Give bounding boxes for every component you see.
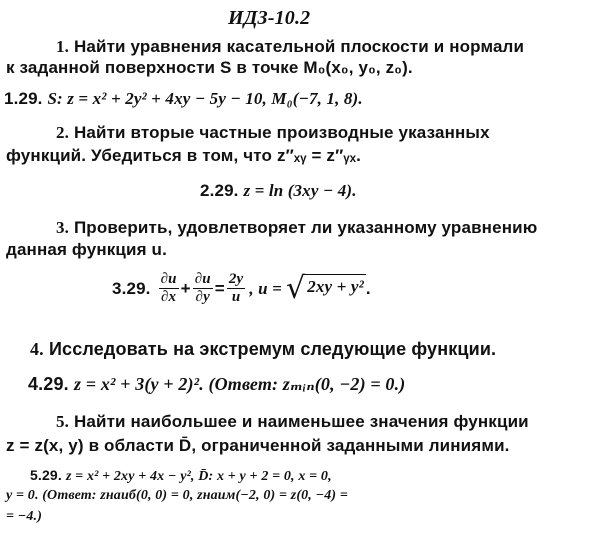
task-5-heading	[56, 413, 529, 430]
task-3-text-line-2: данная функция u.	[6, 240, 167, 259]
task-4-number: 4.	[30, 339, 44, 359]
problem-4	[28, 375, 405, 393]
fraction-numerator: 2y	[228, 271, 244, 287]
fraction-2y-u	[227, 272, 245, 305]
plus-sign: +	[180, 279, 191, 298]
problem-3	[112, 272, 371, 305]
problem-2-expression: z = ln (3xy − 4).	[243, 181, 357, 200]
problem-3-end: .	[365, 279, 371, 298]
task-1-number: 1.	[56, 37, 70, 56]
fraction-du-dx	[159, 272, 179, 305]
task-5-number: 5.	[56, 412, 70, 431]
fraction-numerator: ∂u	[160, 271, 177, 287]
problem-4-expression: z = x² + 3(y + 2)². (Ответ: zₘᵢₙ(0, −2) = 0.)	[73, 374, 406, 394]
equals-sign: =	[214, 279, 225, 298]
fraction-du-dy	[193, 272, 213, 305]
task-1-text-line-1: Найти уравнения касательной плоскости и нормали	[73, 37, 525, 56]
problem-5-number: 5.29.	[30, 467, 62, 483]
problem-3-number: 3.29.	[112, 279, 151, 298]
problem-2-number: 2.29.	[200, 181, 239, 200]
task-3-heading	[56, 219, 537, 236]
radicand: 2xy + y²	[305, 274, 366, 304]
task-2-text-line-2: функций. Убедиться в том, что z″ₓᵧ = z″ᵧₓ.	[6, 146, 361, 165]
task-2-number: 2.	[56, 123, 70, 142]
task-2-text-line-1: Найти вторые частные производные указанных	[73, 123, 490, 142]
problem-5-expression: z = x² + 2xy + 4x − y², D̄: x + y + 2 = 0, x = 0,	[65, 469, 332, 484]
fraction-denominator: ∂x	[160, 289, 177, 305]
problem-5-line-3: = −4.)	[6, 509, 43, 524]
fraction-denominator: u	[231, 289, 241, 305]
radical-sign-icon: √	[285, 270, 306, 306]
problem-1-number: 1.29.	[4, 89, 43, 108]
task-1-heading	[56, 38, 524, 55]
task-5-text-line-2: z = z(x, y) в области D̄, ограниченной заданными линиями.	[6, 436, 510, 455]
task-3-text-line-1: Проверить, удовлетворяет ли указанному уравнению	[73, 218, 538, 237]
task-3-number: 3.	[56, 218, 70, 237]
function-u-definition: , u =	[249, 279, 282, 298]
task-2-heading	[56, 124, 490, 141]
page-title: ИДЗ-10.2	[228, 7, 311, 29]
problem-4-number: 4.29.	[28, 374, 69, 394]
task-4-heading	[30, 340, 496, 358]
fraction-denominator: ∂y	[195, 289, 210, 305]
square-root	[285, 270, 366, 306]
problem-5-line-1	[30, 468, 332, 484]
fraction-numerator: ∂u	[194, 271, 211, 287]
problem-1	[4, 90, 363, 107]
task-4-text: Исследовать на экстремум следующие функции.	[48, 339, 497, 359]
task-1-text-line-2: к заданной поверхности S в точке M₀(x₀, y₀, z₀).	[6, 58, 413, 77]
task-5-text-line-1: Найти наибольшее и наименьшее значения функции	[73, 412, 529, 431]
problem-1-expression: S: z = x² + 2y² + 4xy − 5y − 10, M₀(−7, 1, 8).	[47, 89, 363, 108]
problem-5-line-2: y = 0. (Ответ: zнаиб(0, 0) = 0, zнаим(−2, 0) = z(0, −4) =	[6, 488, 348, 503]
problem-2	[200, 182, 357, 199]
